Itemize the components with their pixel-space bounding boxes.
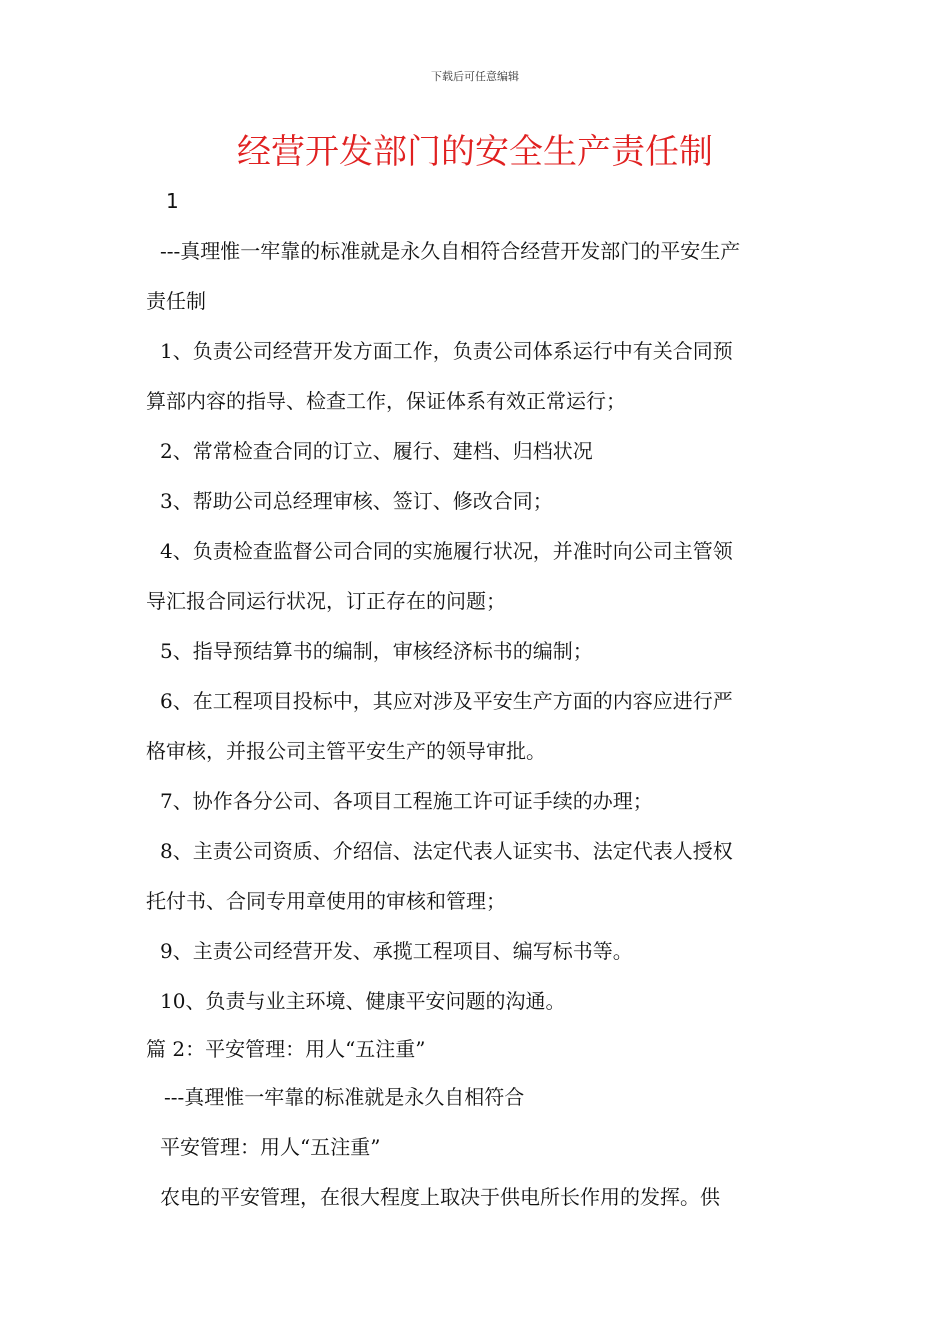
paragraph: 4、负责检查监督公司合同的实施履行状况，并准时向公司主管领 (160, 539, 733, 563)
paragraph: 3、帮助公司总经理审核、签订、修改合同； (160, 489, 553, 513)
section-heading: 篇 2：平安管理：用人“五注重” (146, 1037, 426, 1061)
page-title: 经营开发部门的安全生产责任制 (237, 132, 713, 172)
paragraph: 7、协作各分公司、各项目工程施工许可证手续的办理； (160, 789, 653, 813)
paragraph: 农电的平安管理，在很大程度上取决于供电所长作用的发挥。供 (160, 1185, 720, 1209)
paragraph: 1、负责公司经营开发方面工作，负责公司体系运行中有关合同预 (160, 339, 733, 363)
paragraph: 8、主责公司资质、介绍信、法定代表人证实书、法定代表人授权 (160, 839, 733, 863)
paragraph: 算部内容的指导、检查工作，保证体系有效正常运行； (146, 389, 626, 413)
paragraph: 5、指导预结算书的编制，审核经济标书的编制； (160, 639, 593, 663)
paragraph: 责任制 (146, 289, 206, 313)
paragraph: 9、主责公司经营开发、承揽工程项目、编写标书等。 (160, 939, 633, 963)
paragraph: 平安管理：用人“五注重” (160, 1135, 381, 1159)
paragraph: 6、在工程项目投标中，其应对涉及平安生产方面的内容应进行严 (160, 689, 733, 713)
paragraph: 1 (166, 189, 179, 213)
paragraph: 托付书、合同专用章使用的审核和管理； (146, 889, 506, 913)
paragraph: 导汇报合同运行状况，订正存在的问题； (146, 589, 506, 613)
paragraph: 格审核，并报公司主管平安生产的领导审批。 (146, 739, 546, 763)
document-body (146, 176, 810, 1222)
paragraph: 2、常常检查合同的订立、履行、建档、归档状况 (160, 439, 593, 463)
header-note: 下载后可任意编辑 (431, 70, 519, 83)
paragraph: 10、负责与业主环境、健康平安问题的沟通。 (160, 989, 566, 1013)
paragraph: ---真理惟一牢靠的标准就是永久自相符合经营开发部门的平安生产 (160, 239, 741, 263)
paragraph: ---真理惟一牢靠的标准就是永久自相符合 (164, 1085, 525, 1109)
